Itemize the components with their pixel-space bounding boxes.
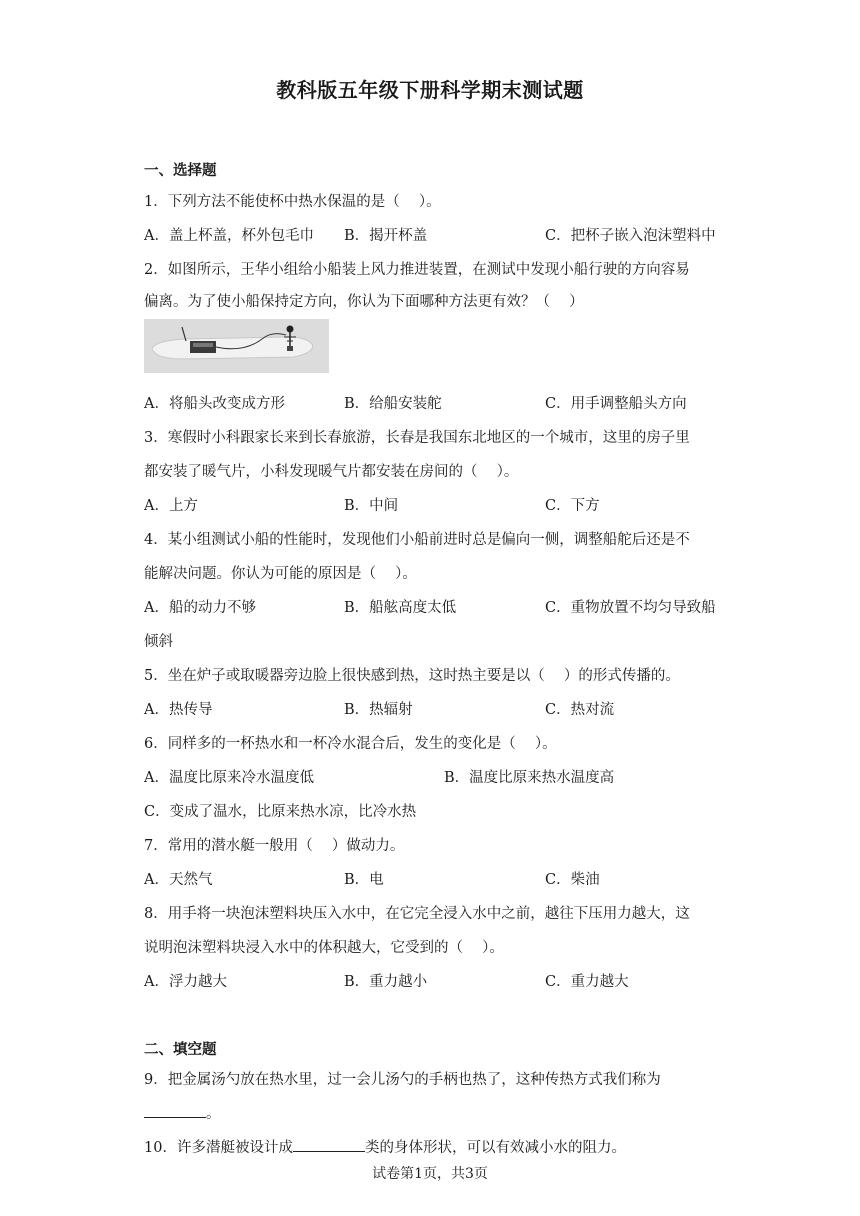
q8-option-c: C．重力越大 <box>545 974 629 990</box>
q3-option-b: B．中间 <box>344 498 399 514</box>
question-9-line-1: 9．把金属汤勺放在热水里，过一会儿汤勺的手柄也热了，这种传热方式我们称为 <box>144 1072 661 1088</box>
q4-option-b: B．船舷高度太低 <box>344 600 457 616</box>
q1-option-b: B．揭开杯盖 <box>344 228 428 244</box>
q6-option-a: A．温度比原来冷水温度低 <box>144 770 314 786</box>
q8-option-a: A．浮力越大 <box>144 974 227 990</box>
question-9-line-2 <box>144 1102 724 1123</box>
question-6: 6．同样多的一杯热水和一杯冷水混合后，发生的变化是（ ）。 <box>144 736 557 752</box>
question-5: 5．坐在炉子或取暖器旁边脸上很快感到热，这时热主要是以（ ）的形式传播的。 <box>144 668 680 684</box>
q4-option-a: A．船的动力不够 <box>144 600 256 616</box>
q1-option-c: C．把杯子嵌入泡沫塑料中 <box>545 228 716 244</box>
question-8-line-2: 说明泡沫塑料块浸入水中的体积越大，它受到的（ ）。 <box>144 940 504 956</box>
q5-option-a: A．热传导 <box>144 702 213 718</box>
q5-option-c: C．热对流 <box>545 702 615 718</box>
q6-option-c: C．变成了温水，比原来热水凉，比冷水热 <box>144 804 417 820</box>
answer-blank[interactable] <box>144 1103 206 1118</box>
q2-option-a: A．将船头改变成方形 <box>144 396 285 412</box>
q1-option-a: A．盖上杯盖，杯外包毛巾 <box>144 228 314 244</box>
question-4-line-1: 4．某小组测试小船的性能时，发现他们小船前进时总是偏向一侧，调整船舵后还是不 <box>144 532 690 548</box>
page-footer: 试卷第1页，共3页 <box>372 1166 488 1182</box>
question-2-line-1: 2．如图所示，王华小组给小船装上风力推进装置，在测试中发现小船行驶的方向容易 <box>144 262 690 278</box>
boat-experiment-photo <box>144 319 329 373</box>
q2-option-c: C．用手调整船头方向 <box>545 396 687 412</box>
question-3-line-1: 3．寒假时小科跟家长来到长春旅游，长春是我国东北地区的一个城市，这里的房子里 <box>144 430 690 446</box>
q4-option-c-line-2: 倾斜 <box>144 634 173 650</box>
q7-option-c: C．柴油 <box>545 872 600 888</box>
question-3-line-2: 都安装了暖气片，小科发现暖气片都安装在房间的（ ）。 <box>144 464 519 480</box>
question-2-line-2: 偏离。为了使小船保持定方向，你认为下面哪种方法更有效？（ ） <box>144 294 584 310</box>
question-10-start: 10．许多潜艇被设计成 <box>144 1140 293 1156</box>
question-10 <box>144 1136 724 1157</box>
section-heading-choice: 一、选择题 <box>144 162 217 179</box>
section-heading-fill-in: 二、填空题 <box>144 1041 217 1058</box>
question-1: 1．下列方法不能使杯中热水保温的是（ ）。 <box>144 194 441 210</box>
question-8-line-1: 8．用手将一块泡沫塑料块压入水中，在它完全浸入水中之前，越往下压用力越大，这 <box>144 906 690 922</box>
q8-option-b: B．重力越小 <box>344 974 428 990</box>
q3-option-a: A．上方 <box>144 498 198 514</box>
answer-blank[interactable] <box>293 1137 365 1152</box>
q2-option-b: B．给船安装舵 <box>344 396 442 412</box>
q6-option-b: B．温度比原来热水温度高 <box>444 770 615 786</box>
question-7: 7．常用的潜水艇一般用（ ）做动力。 <box>144 838 405 854</box>
q7-option-a: A．天然气 <box>144 872 213 888</box>
q5-option-b: B．热辐射 <box>344 702 413 718</box>
page-title: 教科版五年级下册科学期末测试题 <box>276 78 584 102</box>
q3-option-c: C．下方 <box>545 498 600 514</box>
question-4-line-2: 能解决问题。你认为可能的原因是（ ）。 <box>144 566 417 582</box>
question-9-end: 。 <box>206 1106 221 1122</box>
q7-option-b: B．电 <box>344 872 384 888</box>
q4-option-c-line-1: C．重物放置不均匀导致船 <box>545 600 716 616</box>
question-10-end: 类的身体形状，可以有效减小水的阻力。 <box>364 1140 626 1156</box>
